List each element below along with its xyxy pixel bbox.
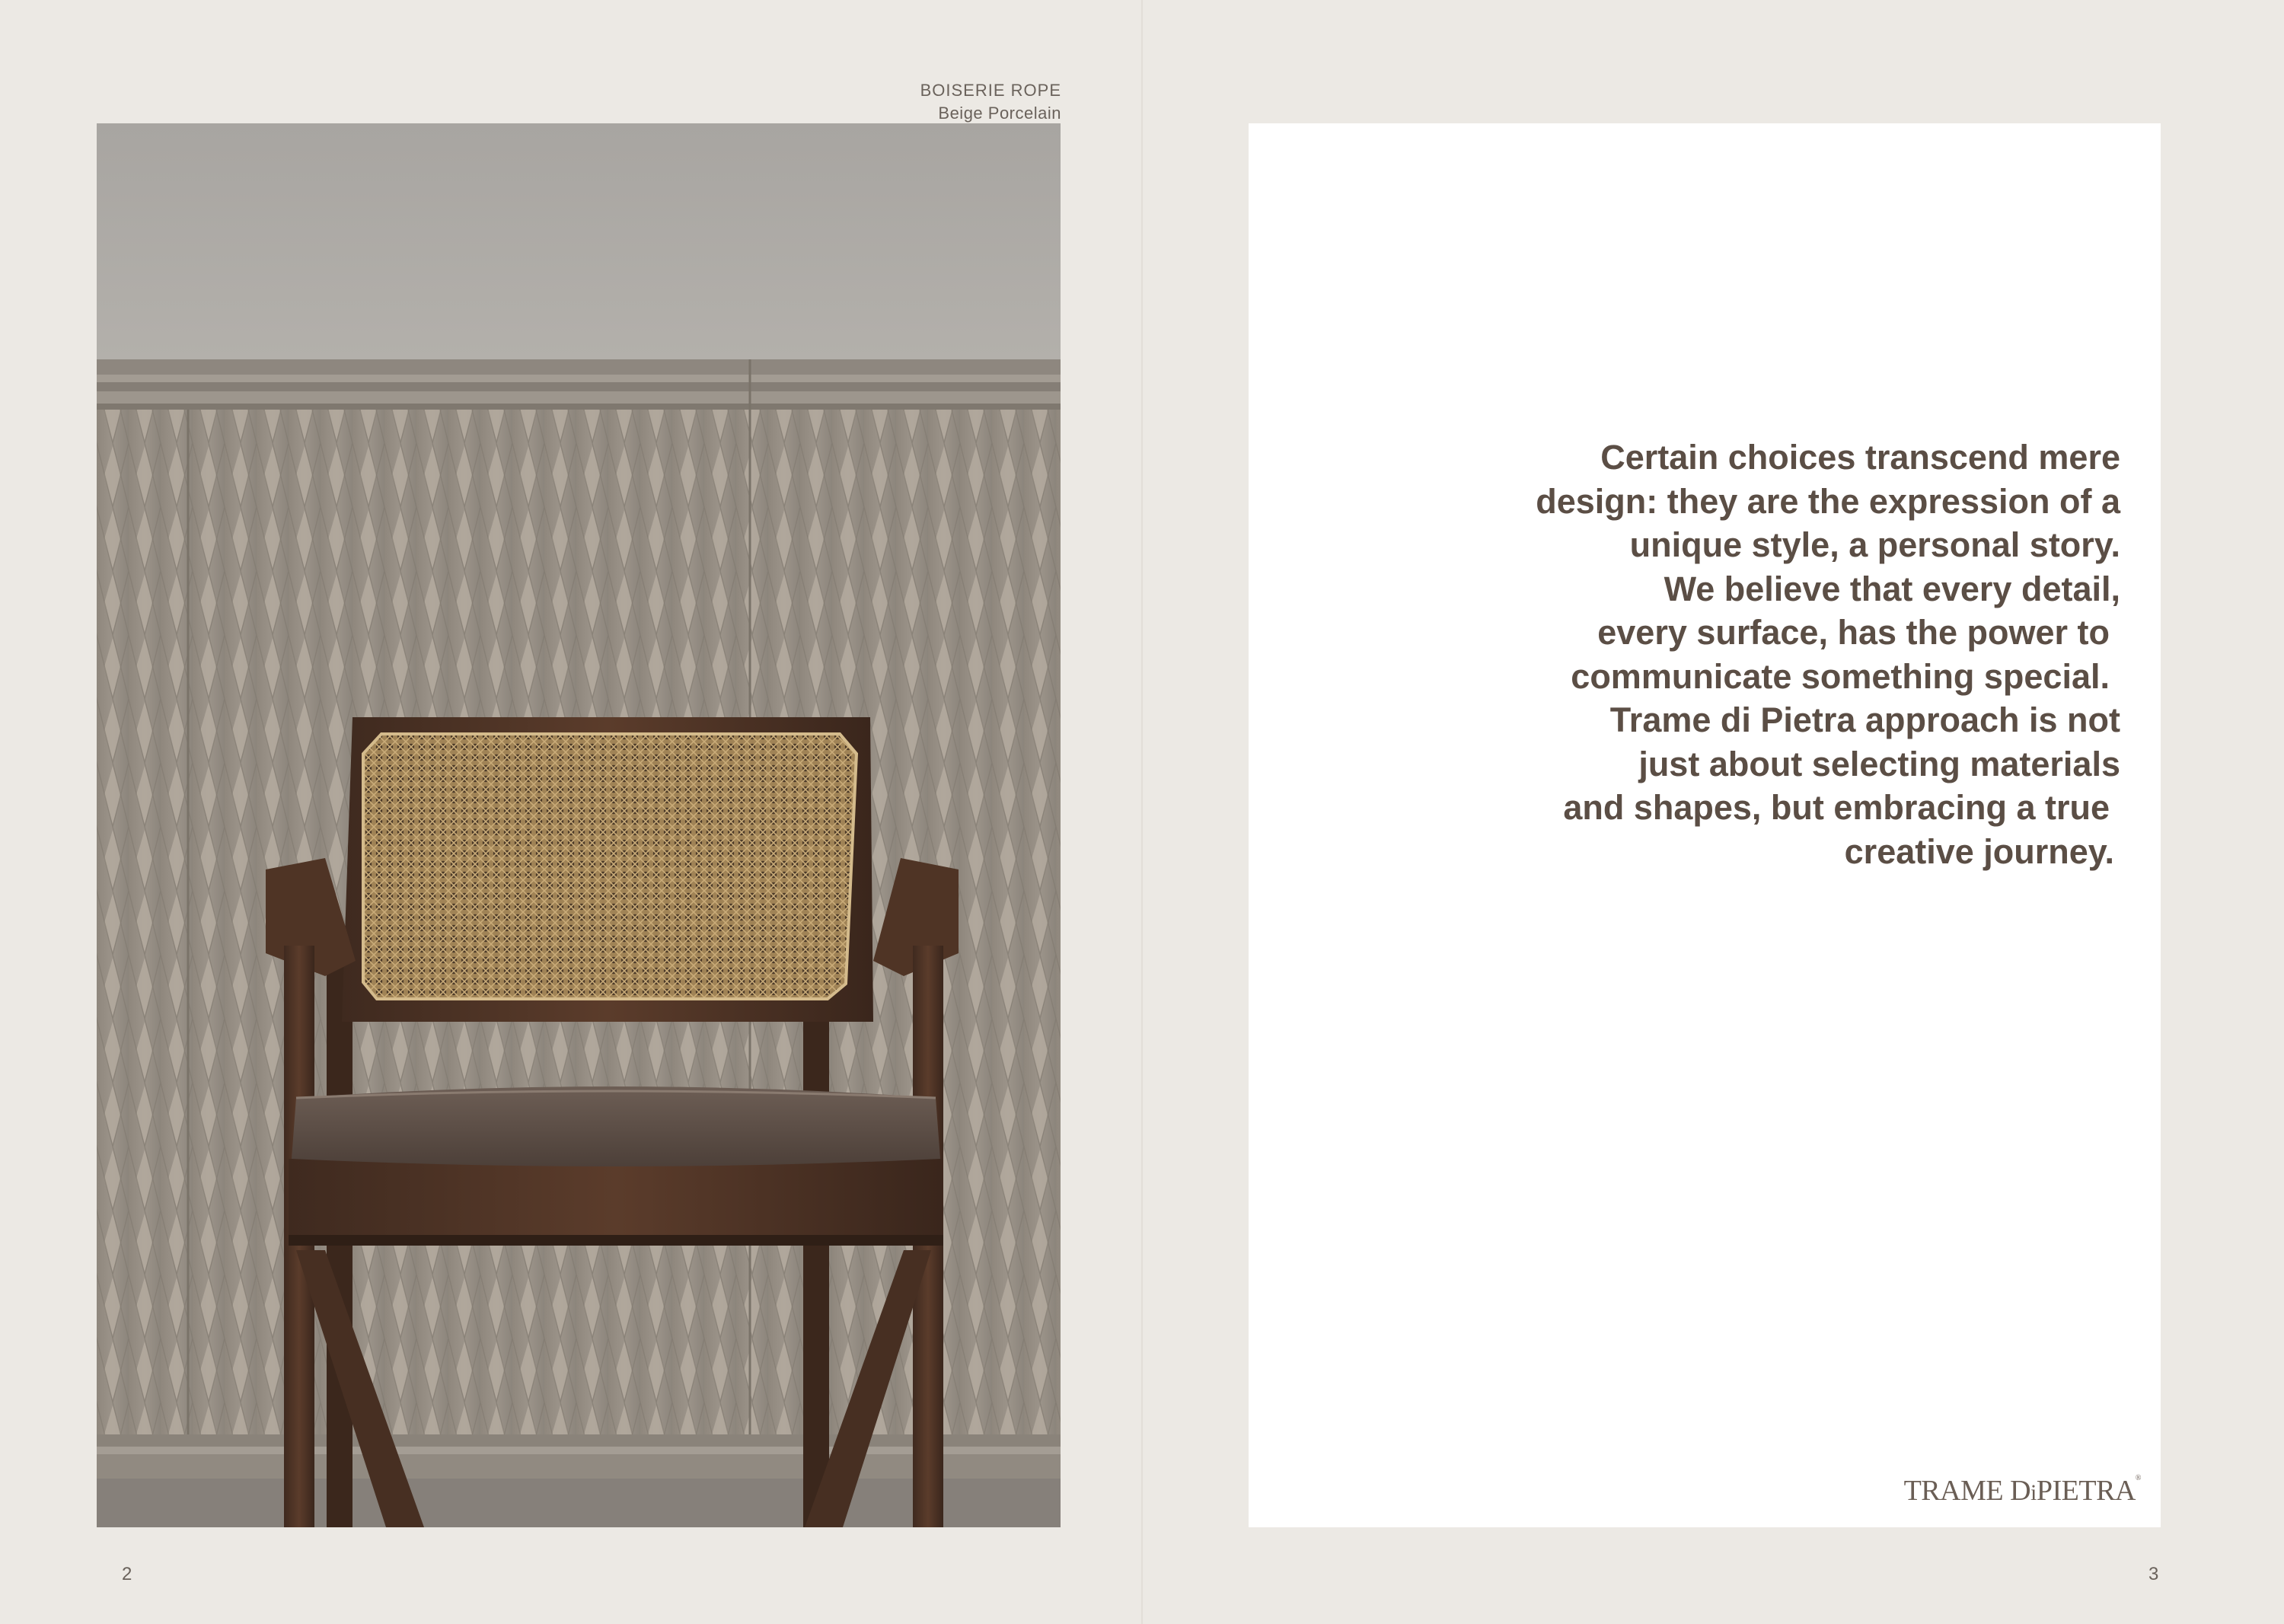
chair-photo <box>97 123 1061 1527</box>
logo-registered-mark: ® <box>2135 1474 2141 1482</box>
quote-line: design: they are the expression of a <box>1536 481 2120 521</box>
brand-logo <box>1904 1474 2141 1508</box>
quote-line: and shapes, but embracing a true <box>1563 788 2110 827</box>
brand-quote <box>1359 436 2120 873</box>
quote-line: every surface, has the power to <box>1597 613 2110 652</box>
quote-line: communicate something special. <box>1571 656 2110 696</box>
quote-line: just about selecting materials <box>1638 744 2120 783</box>
logo-word-pietra: PIETRA <box>2036 1475 2136 1507</box>
logo-word-trame: TRAME <box>1903 1475 2004 1507</box>
quote-line: Trame di Pietra approach is not <box>1609 700 2120 739</box>
product-caption <box>920 79 1061 125</box>
quote-panel <box>1249 123 2161 1527</box>
chair-photo-illustration <box>97 123 1061 1527</box>
quote-line: Certain choices transcend mere <box>1600 438 2120 477</box>
logo-letter-i: i <box>2030 1480 2037 1505</box>
quote-line: creative journey. <box>1844 831 2114 871</box>
quote-line: We believe that every detail, <box>1664 569 2120 608</box>
logo-letter-d: D <box>2010 1475 2031 1507</box>
page-number-left: 2 <box>122 1564 132 1584</box>
page-number-right: 3 <box>2148 1564 2159 1584</box>
product-material: Beige Porcelain <box>938 104 1061 123</box>
quote-line: unique style, a personal story. <box>1629 525 2120 564</box>
product-name: BOISERIE ROPE <box>920 81 1061 100</box>
page-fold <box>1141 0 1143 1624</box>
